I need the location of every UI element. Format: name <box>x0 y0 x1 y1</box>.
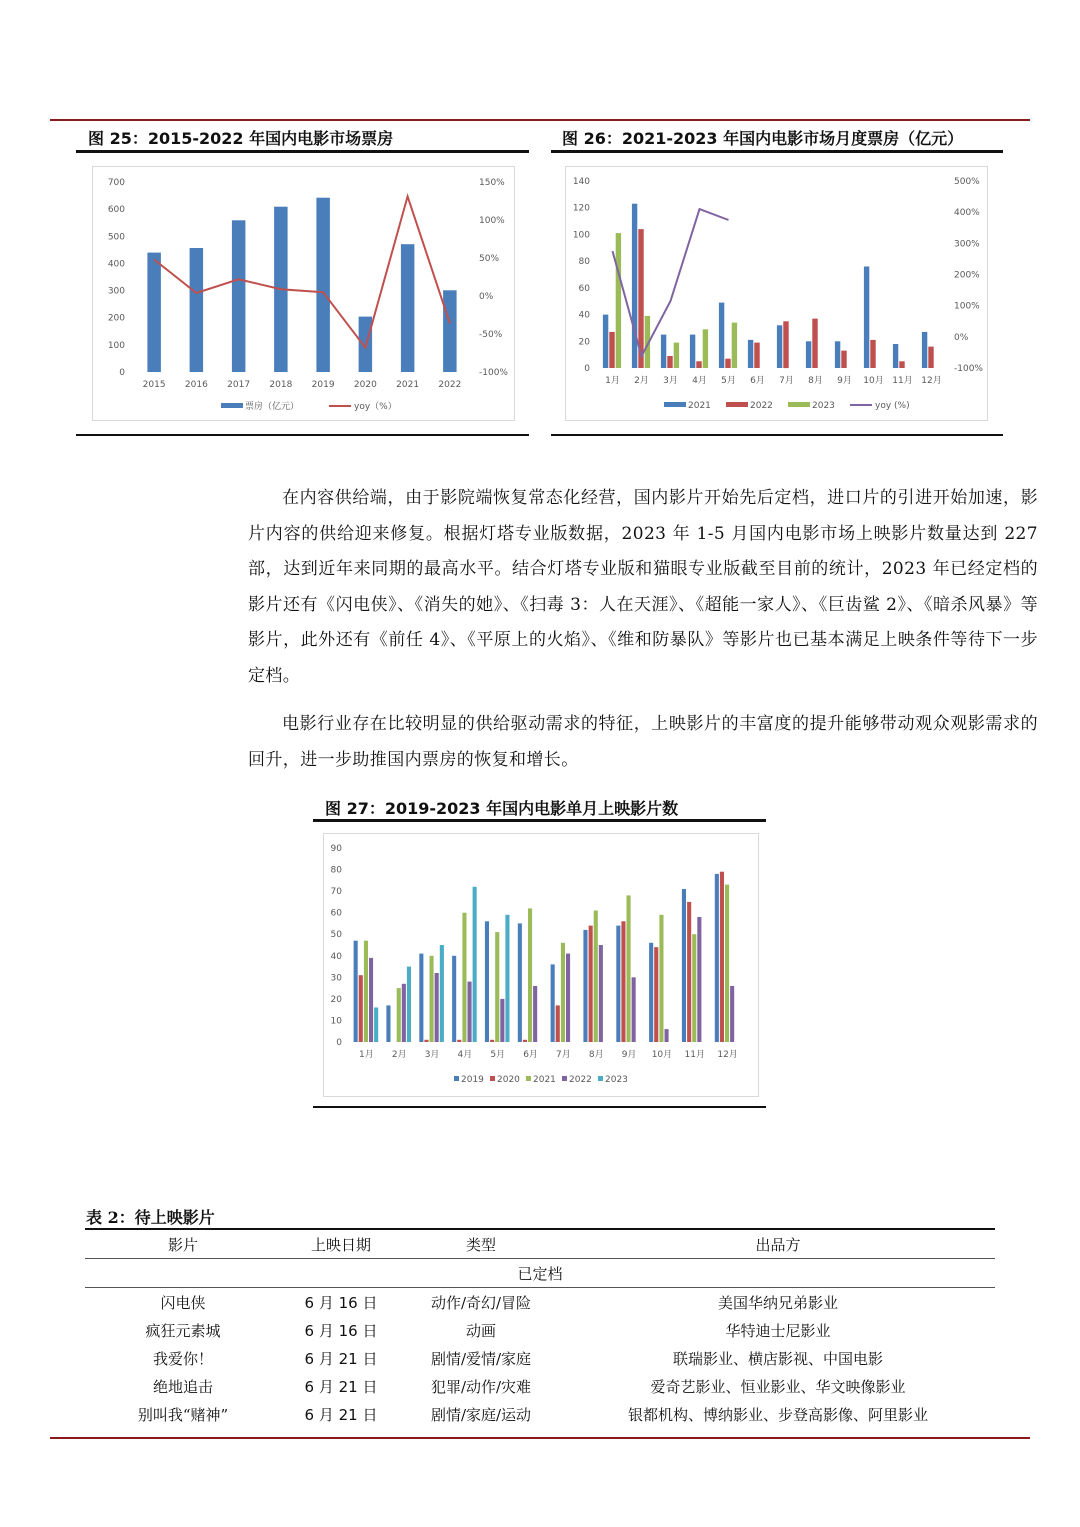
fig27-legend-label: 2023 <box>605 1075 628 1085</box>
fig25-y-tick-label: 700 <box>107 178 125 188</box>
fig26-bar <box>603 315 608 368</box>
table-row <box>85 1372 995 1400</box>
fig25-title: 图 25：2015-2022 年国内电影市场票房 <box>88 129 394 148</box>
fig26-bar <box>703 329 708 368</box>
fig26-x-tick-label: 1月 <box>605 376 620 386</box>
table-cell: 别叫我“赌神” <box>137 1405 229 1424</box>
fig27-chart <box>324 834 758 1096</box>
fig26-legend-swatch <box>726 402 748 407</box>
fig27-legend-swatch <box>490 1076 495 1081</box>
fig27-bar <box>374 1008 378 1043</box>
fig27-legend-swatch <box>562 1076 567 1081</box>
fig26-y-tick-label: 20 <box>578 337 590 348</box>
fig26-x-tick-label: 7月 <box>779 376 794 386</box>
fig27-bar <box>594 911 598 1043</box>
fig27-y-tick-label: 0 <box>336 1038 342 1048</box>
table2-header-cell: 类型 <box>465 1235 496 1254</box>
fig26-bottom-rule <box>551 434 1003 436</box>
fig26-bar <box>661 335 666 368</box>
fig26-bar <box>899 361 904 368</box>
fig25-y2-tick-label: -100% <box>479 368 508 378</box>
fig26-bar <box>841 351 846 368</box>
fig27-bar <box>654 947 658 1042</box>
fig25-x-tick-label: 2021 <box>396 380 420 390</box>
table-cell: 我爱你！ <box>152 1349 213 1368</box>
fig27-bar <box>682 889 686 1042</box>
fig27-bar <box>692 934 696 1042</box>
fig26-bar <box>674 343 679 368</box>
fig27-title-rule <box>313 819 766 822</box>
fig26-chart-frame <box>565 166 988 421</box>
fig27-bar <box>687 902 691 1042</box>
fig27-y-tick-label: 80 <box>330 865 342 876</box>
fig27-bar <box>725 885 729 1042</box>
fig27-bar <box>715 874 719 1042</box>
table-cell: 剧情/爱情/家庭 <box>430 1349 532 1368</box>
table-cell: 联瑞影业、横店影视、中国电影 <box>672 1349 883 1368</box>
fig27-bar <box>457 1040 461 1042</box>
table-row <box>85 1344 995 1372</box>
fig25-y2-tick-label: -50% <box>479 330 503 340</box>
fig27-bar <box>533 986 537 1042</box>
fig25-y2-tick-label: 150% <box>479 178 505 188</box>
fig26-y2-tick-label: 100% <box>954 301 980 312</box>
fig27-x-tick-label: 2月 <box>391 1050 407 1060</box>
fig26-y2-tick-label: 300% <box>954 239 980 250</box>
fig27-y-tick-label: 20 <box>330 994 342 1005</box>
fig26-y-tick-label: 100 <box>572 230 590 241</box>
fig27-bottom-rule <box>313 1106 766 1108</box>
fig27-y-tick-label: 60 <box>330 908 342 919</box>
fig26-y-tick-label: 140 <box>572 177 590 187</box>
fig26-legend-swatch <box>664 402 686 407</box>
fig27-title: 图 27：2019-2023 年国内电影单月上映影片数 <box>325 799 679 818</box>
fig27-x-tick-label: 7月 <box>556 1050 571 1060</box>
fig27-x-tick-label: 1月 <box>359 1050 374 1060</box>
fig26-y-tick-label: 40 <box>578 310 590 321</box>
fig27-bar <box>419 954 423 1042</box>
fig25-chart-frame <box>92 166 515 421</box>
fig26-bar <box>616 233 621 368</box>
fig27-bar <box>407 967 411 1042</box>
fig25-y2-tick-label: 50% <box>479 254 500 264</box>
fig27-y-tick-label: 40 <box>330 951 342 962</box>
fig27-bar <box>697 917 701 1042</box>
fig27-bar <box>364 941 368 1042</box>
fig27-x-tick-label: 9月 <box>621 1050 637 1060</box>
fig26-y-tick-label: 0 <box>584 364 590 374</box>
fig25-x-tick-label: 2022 <box>438 380 462 390</box>
table2-group-row <box>85 1259 995 1287</box>
table2-title: 表 2：待上映影片 <box>86 1208 215 1227</box>
table-cell: 剧情/家庭/运动 <box>430 1405 532 1424</box>
fig26-legend-swatch <box>788 402 810 407</box>
fig27-bar <box>369 958 373 1042</box>
table-cell: 犯罪/动作/灾难 <box>430 1377 532 1396</box>
fig27-bar <box>402 984 406 1042</box>
fig27-y-tick-label: 70 <box>330 887 342 898</box>
fig27-bar <box>523 1040 527 1042</box>
fig26-y2-tick-label: 500% <box>954 177 980 187</box>
fig26-x-tick-label: 4月 <box>692 376 707 386</box>
fig26-bar <box>667 356 672 368</box>
fig26-y-tick-label: 80 <box>578 257 590 268</box>
table2-group-label: 已定档 <box>517 1264 563 1283</box>
fig26-bar <box>806 341 811 368</box>
fig27-bar <box>616 926 620 1042</box>
fig25-y2-tick-label: 100% <box>479 216 505 226</box>
fig25-bottom-rule <box>76 434 529 436</box>
fig27-bar <box>386 1005 390 1042</box>
table-cell: 6 月 21 日 <box>304 1349 378 1368</box>
fig27-legend-label: 2021 <box>533 1075 556 1085</box>
fig27-y-tick-label: 10 <box>330 1016 342 1027</box>
fig26-y-tick-label: 60 <box>578 283 590 294</box>
fig25-legend-label: yoy（%） <box>354 402 397 412</box>
fig27-y-tick-label: 50 <box>330 930 342 941</box>
fig26-bar <box>777 325 782 368</box>
fig25-y-tick-label: 400 <box>107 259 125 270</box>
fig25-y-tick-label: 200 <box>107 313 125 324</box>
table2 <box>85 1228 995 1428</box>
fig27-bar <box>473 887 477 1042</box>
fig27-bar <box>566 954 570 1042</box>
fig27-bar <box>632 977 636 1042</box>
fig27-bar <box>424 1040 428 1042</box>
fig25-y2-tick-label: 0% <box>479 292 494 302</box>
table-cell: 6 月 16 日 <box>304 1321 378 1340</box>
table-cell: 动作/奇幻/冒险 <box>430 1293 532 1312</box>
table-cell: 疯狂元素城 <box>145 1321 221 1340</box>
table-row <box>85 1400 995 1428</box>
fig27-bar <box>649 943 653 1042</box>
fig25-x-tick-label: 2018 <box>269 380 293 390</box>
fig26-bar <box>690 335 695 368</box>
fig27-bar <box>518 923 522 1042</box>
fig27-bar <box>599 945 603 1042</box>
fig26-x-tick-label: 6月 <box>750 376 765 386</box>
body-paragraph-1: 在内容供给端，由于影院端恢复常态化经营，国内影片开始先后定档，进口片的引进开始加速，影片内容的供给迎来修复。根据灯塔专业版数据，2023 年 1-5 月国内电影市场上映影片数量达到 227 部，达到近年来同期的最高水平。结合灯塔专业版和猫眼专业版截至目前的统计，2023 年已经定档的影片还有《闪电侠》、《消失的她》、《扫毒 3：人在天涯》、《超能一家人》、《巨齿鲨 2》、《暗杀风暴》等影片，此外还有《前任 4》、《平原上的火焰》、《维和防暴队》等影片也已基本满足上映条件等待下一步定档。 <box>248 488 1038 686</box>
fig26-bar <box>719 303 724 368</box>
fig26-legend-label: 2022 <box>750 401 773 411</box>
fig26-x-tick-label: 2月 <box>634 376 649 386</box>
footer-rule <box>50 1437 1030 1439</box>
table-cell: 6 月 21 日 <box>304 1405 378 1424</box>
fig26-line-series <box>613 209 729 356</box>
fig26-bar <box>725 359 730 368</box>
fig27-x-tick-label: 8月 <box>588 1050 604 1060</box>
fig27-bar <box>730 986 734 1042</box>
fig26-bar <box>835 341 840 368</box>
fig27-bar <box>621 921 625 1042</box>
fig27-x-tick-label: 10月 <box>651 1050 673 1060</box>
table2-header-cell: 影片 <box>167 1235 198 1254</box>
fig25-title-rule <box>76 150 529 153</box>
fig27-bar <box>485 921 489 1042</box>
fig27-legend-swatch <box>526 1076 531 1081</box>
fig27-bar <box>495 932 499 1042</box>
fig26-x-tick-label: 9月 <box>837 376 852 386</box>
fig27-bar <box>720 872 724 1042</box>
fig26-x-tick-label: 5月 <box>721 376 736 386</box>
table-row <box>85 1316 995 1344</box>
fig25-y-tick-label: 100 <box>107 340 125 351</box>
fig26-bar <box>922 332 927 368</box>
fig26-y2-tick-label: -100% <box>954 364 983 374</box>
fig27-bar <box>665 1029 669 1042</box>
fig27-x-tick-label: 4月 <box>457 1050 473 1060</box>
fig26-bar <box>609 332 614 368</box>
fig27-bar <box>589 926 593 1042</box>
fig27-bar <box>583 930 587 1042</box>
fig25-bar <box>147 253 161 372</box>
fig27-bar <box>627 895 631 1042</box>
fig27-legend-label: 2020 <box>497 1075 520 1085</box>
table-row <box>85 1288 995 1316</box>
fig27-legend-label: 2022 <box>569 1075 592 1085</box>
fig26-x-tick-label: 11月 <box>892 376 913 386</box>
table2-header-cell: 上映日期 <box>310 1235 371 1254</box>
fig25-legend-swatch <box>221 403 243 408</box>
table-cell: 6 月 21 日 <box>304 1377 378 1396</box>
fig25-bar <box>443 290 457 372</box>
fig26-x-tick-label: 12月 <box>921 376 942 386</box>
fig25-chart <box>93 167 514 420</box>
fig25-x-tick-label: 2019 <box>311 380 335 390</box>
fig26-bar <box>754 343 759 368</box>
fig26-bar <box>783 321 788 368</box>
fig27-x-tick-label: 12月 <box>717 1050 738 1060</box>
fig25-x-tick-label: 2017 <box>227 380 251 390</box>
fig25-bar <box>401 244 415 372</box>
fig27-bar <box>359 975 363 1042</box>
fig26-bar <box>864 267 869 369</box>
fig26-title-rule <box>551 150 1003 153</box>
fig25-x-tick-label: 2016 <box>184 380 208 390</box>
fig26-bar <box>732 323 737 368</box>
fig27-bar <box>551 964 555 1042</box>
fig26-y-tick-label: 120 <box>572 203 590 214</box>
fig27-bar <box>440 945 444 1042</box>
table-cell: 华特迪士尼影业 <box>725 1321 831 1340</box>
fig27-legend-swatch <box>598 1076 603 1081</box>
table-cell: 美国华纳兄弟影业 <box>717 1293 838 1312</box>
fig26-bar <box>748 340 753 368</box>
fig26-bar <box>870 340 875 368</box>
fig25-y-tick-label: 600 <box>107 205 125 216</box>
table2-grid <box>85 1230 995 1428</box>
fig27-bar <box>435 973 439 1042</box>
fig25-x-tick-label: 2020 <box>353 380 377 390</box>
fig26-x-tick-label: 3月 <box>663 376 678 386</box>
fig27-legend-swatch <box>454 1076 459 1081</box>
fig27-bar <box>505 915 509 1042</box>
fig25-legend-label: 票房（亿元） <box>245 402 300 412</box>
fig26-legend-label: 2023 <box>812 401 835 411</box>
fig26-x-tick-label: 8月 <box>808 376 823 386</box>
fig26-y2-tick-label: 200% <box>954 270 980 281</box>
fig27-bar <box>556 1005 560 1042</box>
fig27-x-tick-label: 5月 <box>490 1050 506 1060</box>
fig27-x-tick-label: 3月 <box>424 1050 440 1060</box>
fig27-bar <box>462 913 466 1042</box>
fig27-bar <box>354 941 358 1042</box>
fig25-x-tick-label: 2015 <box>142 380 166 390</box>
fig25-bar <box>316 198 330 372</box>
fig27-bar <box>500 999 504 1042</box>
fig26-bar <box>893 344 898 368</box>
fig25-y-tick-label: 0 <box>119 368 125 378</box>
fig27-bar <box>528 908 532 1042</box>
fig27-legend-label: 2019 <box>461 1075 484 1085</box>
fig27-bar <box>561 943 565 1042</box>
fig26-legend-label: yoy (%) <box>875 401 910 411</box>
fig26-legend-label: 2021 <box>688 401 711 411</box>
fig26-title: 图 26：2021-2023 年国内电影市场月度票房（亿元） <box>562 129 964 148</box>
fig26-y2-tick-label: 0% <box>954 332 969 343</box>
fig27-bar <box>468 982 472 1042</box>
fig27-y-tick-label: 90 <box>330 844 342 854</box>
fig27-chart-frame <box>323 833 759 1097</box>
fig26-bar <box>812 319 817 368</box>
table-cell: 绝地追击 <box>152 1377 213 1396</box>
fig25-bar <box>232 220 246 372</box>
table-cell: 闪电侠 <box>160 1293 206 1312</box>
table2-header-row <box>85 1230 995 1258</box>
body-paragraph-2: 电影行业存在比较明显的供给驱动需求的特征，上映影片的丰富度的提升能够带动观众观影需求的回升，进一步助推国内票房的恢复和增长。 <box>248 714 1038 770</box>
fig26-chart <box>566 167 987 420</box>
fig25-y-tick-label: 300 <box>107 286 125 297</box>
fig27-bar <box>430 956 434 1042</box>
fig26-bar <box>632 204 637 368</box>
table2-header-cell: 出品方 <box>755 1235 801 1254</box>
fig27-bar <box>452 956 456 1042</box>
table-cell: 爱奇艺影业、恒业影业、华文映像影业 <box>650 1377 906 1396</box>
fig27-bar <box>490 1040 494 1042</box>
fig27-bar <box>397 988 401 1042</box>
fig26-x-tick-label: 10月 <box>863 376 884 386</box>
fig27-x-tick-label: 11月 <box>684 1050 705 1060</box>
fig27-x-tick-label: 6月 <box>523 1050 538 1060</box>
fig25-y-tick-label: 500 <box>107 232 125 243</box>
fig26-y2-tick-label: 400% <box>954 208 980 219</box>
table-cell: 银都机构、博纳影业、步登高影像、阿里影业 <box>627 1405 928 1424</box>
fig26-bar <box>696 361 701 368</box>
fig27-y-tick-label: 30 <box>330 973 342 984</box>
fig27-bar <box>659 915 663 1042</box>
table-cell: 动画 <box>465 1321 496 1340</box>
fig25-bar <box>190 248 204 372</box>
table-cell: 6 月 16 日 <box>304 1293 378 1312</box>
fig26-bar <box>928 347 933 368</box>
header-rule <box>50 119 1030 121</box>
